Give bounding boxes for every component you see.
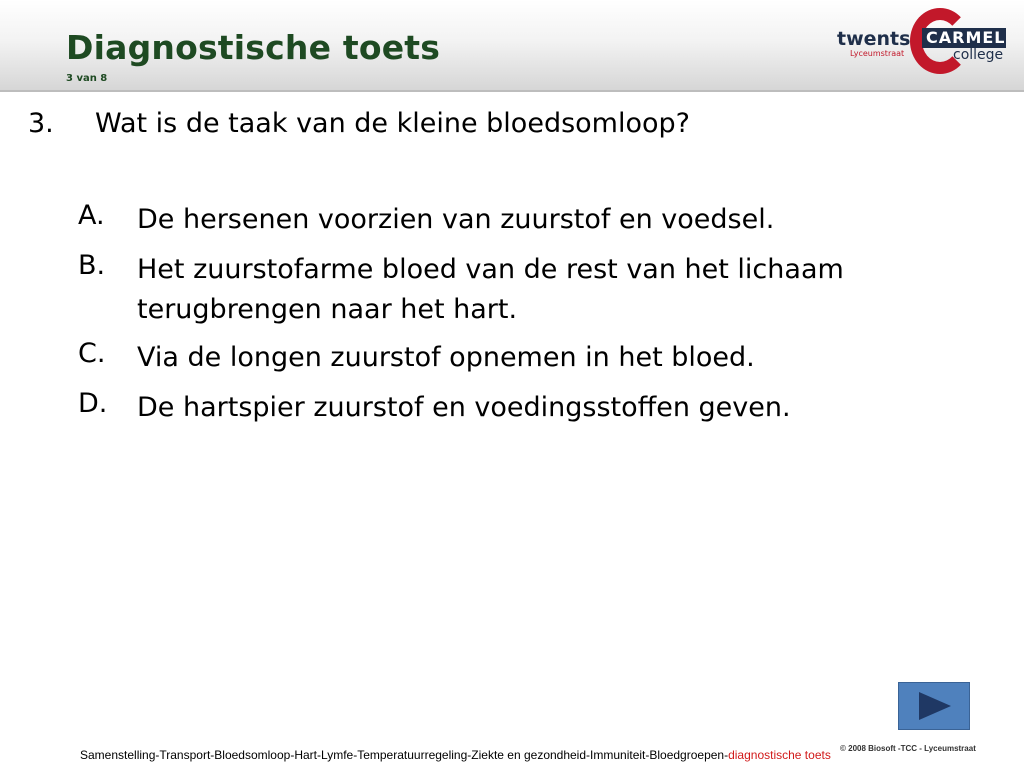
logo-word-college: college [953, 47, 1004, 63]
slide-counter: 3 van 8 [66, 73, 108, 84]
answer-option-b[interactable] [78, 250, 978, 330]
footer-current-topic[interactable]: diagnostische toets [728, 748, 831, 762]
slide-title: Diagnostische toets [66, 28, 441, 67]
school-logo [830, 6, 1020, 84]
header-divider [0, 90, 1024, 92]
option-text: De hersenen voorzien van zuurstof en voedsel. [137, 204, 775, 235]
logo-word-twents: twents [837, 28, 911, 50]
option-letter: D. [78, 388, 108, 419]
question-number: 3. [28, 108, 54, 139]
answer-option-d[interactable] [78, 388, 978, 428]
option-letter: A. [78, 200, 105, 231]
copyright-notice: © 2008 Biosoft -TCC - Lyceumstraat [840, 744, 976, 753]
next-slide-button[interactable] [898, 682, 970, 730]
question-text: Wat is de taak van de kleine bloedsomloop? [95, 108, 690, 139]
answer-option-c[interactable] [78, 338, 978, 378]
answer-option-a[interactable] [78, 200, 978, 240]
logo-word-carmel: CARMEL [926, 28, 1006, 47]
play-arrow-icon [919, 692, 951, 720]
option-text: Via de longen zuurstof opnemen in het bloed. [137, 342, 755, 373]
option-text: Het zuurstofarme bloed van de rest van het lichaam terugbrengen naar het hart. [137, 254, 844, 325]
footer-topic-list: Samenstelling-Transport-Bloedsomloop-Hart-Lymfe-Temperatuurregeling-Ziekte en gezondheid-Immuniteit-Bloedgroepen- [80, 748, 729, 762]
option-letter: B. [78, 250, 106, 281]
option-text: De hartspier zuurstof en voedingsstoffen geven. [137, 392, 791, 423]
footer-topics [80, 748, 831, 762]
logo-location: Lyceumstraat [850, 49, 905, 58]
option-letter: C. [78, 338, 106, 369]
